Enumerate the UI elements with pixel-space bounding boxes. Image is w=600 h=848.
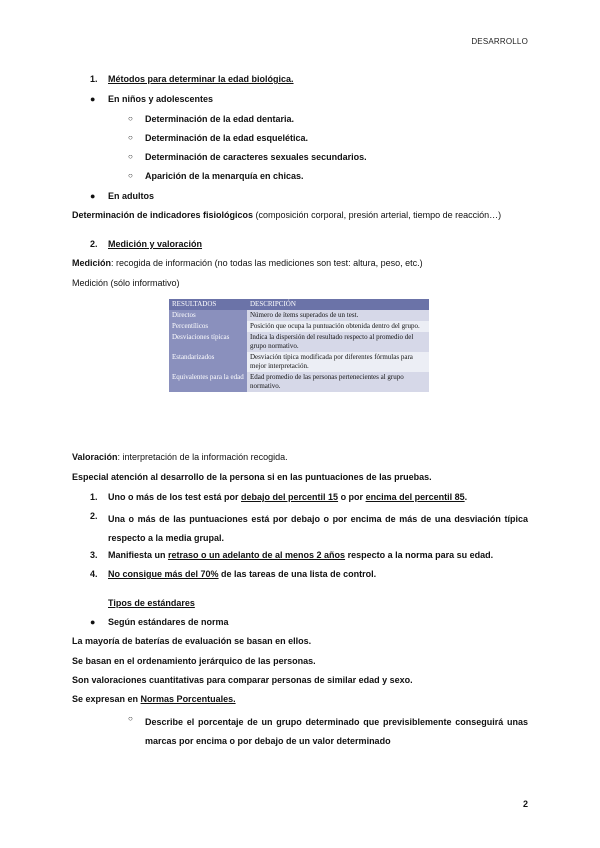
especial-atencion: Especial atención al desarrollo de la persona si en las puntuaciones de las pruebas. (72, 472, 432, 482)
list-text: . (464, 492, 468, 502)
list-item-3 (108, 549, 493, 561)
section-2-number: 2. (90, 239, 98, 249)
list-text-underlined: encima del percentil 85 (365, 492, 465, 502)
table-cell-key: Desviaciones típicas (169, 332, 247, 352)
list-text-underlined: retraso o un adelanto de al menos 2 años (168, 550, 346, 560)
table-header-row (169, 299, 429, 310)
tipos-line: Se basan en el ordenamiento jerárquico de las personas. (72, 656, 316, 666)
adultos-heading: En adultos (108, 191, 155, 201)
list-number: 2. (90, 511, 98, 521)
table-row (169, 321, 429, 332)
valoracion-paragraph (72, 451, 288, 463)
table-cell-value: Número de ítems superados de un test. (247, 310, 429, 321)
adultos-label: Determinación de indicadores fisiológicos (72, 210, 254, 220)
tipos-bullet: Según estándares de norma (108, 617, 229, 627)
list-number: 1. (90, 492, 98, 502)
ninos-heading: En niños y adolescentes (108, 94, 214, 104)
medicion-paragraph (72, 257, 423, 269)
adultos-paragraph (72, 209, 501, 221)
tipos-line: Son valoraciones cuantitativas para comparar personas de similar edad y sexo. (72, 675, 413, 685)
table-cell-value: Posición que ocupa la puntuación obtenida dentro del grupo. (247, 321, 429, 332)
circle-bullet-icon: ○ (128, 114, 133, 123)
section-2-title: Medición y valoración (108, 239, 203, 249)
medicion-rest: : recogida de información (no todas las mediciones son test: altura, peso, etc.) (111, 258, 423, 268)
table-cell-value: Indica la dispersión del resultado respecto al promedio del grupo normativo. (247, 332, 429, 352)
sub-item: Determinación de caracteres sexuales secundarios. (145, 152, 367, 162)
sub-item: Determinación de la edad esquelética. (145, 133, 309, 143)
tipos-line: La mayoría de baterías de evaluación se basan en ellos. (72, 636, 312, 646)
list-text: o por (338, 492, 366, 502)
list-item-4 (108, 568, 376, 580)
section-1-number: 1. (90, 74, 98, 84)
circle-bullet-icon: ○ (128, 171, 133, 180)
bullet-icon: ● (90, 94, 96, 104)
list-text: de las tareas de una lista de control. (218, 569, 377, 579)
list-text: Uno o más de los test está por (108, 492, 242, 502)
list-text-underlined: No consigue más del 70% (108, 569, 219, 579)
table-cell-key: Directos (169, 310, 247, 321)
list-item-2: Una o más de las puntuaciones está por debajo o por encima de más de una desviación típica respecto a la media grupal. (108, 514, 528, 543)
table-cell-key: Equivalentes para la edad (169, 372, 247, 392)
circle-bullet-icon: ○ (128, 133, 133, 142)
list-number: 3. (90, 550, 98, 560)
list-text-underlined: debajo del percentil 15 (241, 492, 339, 502)
page-header: DESARROLLO (471, 37, 528, 46)
sub-item: Aparición de la menarquía en chicas. (145, 171, 304, 181)
tipos-text: Se expresan en (72, 694, 141, 704)
list-item-1 (108, 491, 467, 503)
table-cell-key: Estandarizados (169, 352, 247, 372)
sub-item: Determinación de la edad dentaria. (145, 114, 295, 124)
page-number: 2 (522, 799, 528, 809)
list-text: respecto a la norma para su edad. (345, 550, 494, 560)
adultos-rest: (composición corporal, presión arterial, tiempo de reacción…) (253, 210, 502, 220)
table-cell-key: Percentílicos (169, 321, 247, 332)
circle-bullet-icon: ○ (128, 714, 133, 723)
table-row (169, 332, 429, 352)
section-1-title: Métodos para determinar la edad biológica. (108, 74, 294, 84)
circle-bullet-icon: ○ (128, 152, 133, 161)
list-text: Manifiesta un (108, 550, 169, 560)
bullet-icon: ● (90, 617, 96, 627)
valoracion-label: Valoración (72, 452, 118, 462)
table-row (169, 352, 429, 372)
valoracion-rest: : interpretación de la información recogida. (117, 452, 288, 462)
table-row (169, 372, 429, 392)
table-header-cell: RESULTADOS (169, 299, 247, 310)
tipos-sub-item: Describe el porcentaje de un grupo determinado que previsiblemente conseguirá unas marcas por encima o por debajo de un valor determinado (145, 717, 528, 746)
resultados-table (169, 299, 429, 392)
medicion-informativo: Medición (sólo informativo) (72, 278, 180, 288)
list-number: 4. (90, 569, 98, 579)
bullet-icon: ● (90, 191, 96, 201)
table-cell-value: Edad promedio de las personas pertenecientes al grupo normativo. (247, 372, 429, 392)
tipos-title: Tipos de estándares (108, 598, 195, 608)
table-cell-value: Desviación típica modificada por diferentes fórmulas para mejor interpretación. (247, 352, 429, 372)
tipos-text-underlined: Normas Porcentuales. (140, 694, 236, 704)
tipos-line (72, 693, 236, 705)
table-header-cell: DESCRIPCIÓN (247, 299, 429, 310)
medicion-label: Medición (72, 258, 112, 268)
table-row (169, 310, 429, 321)
